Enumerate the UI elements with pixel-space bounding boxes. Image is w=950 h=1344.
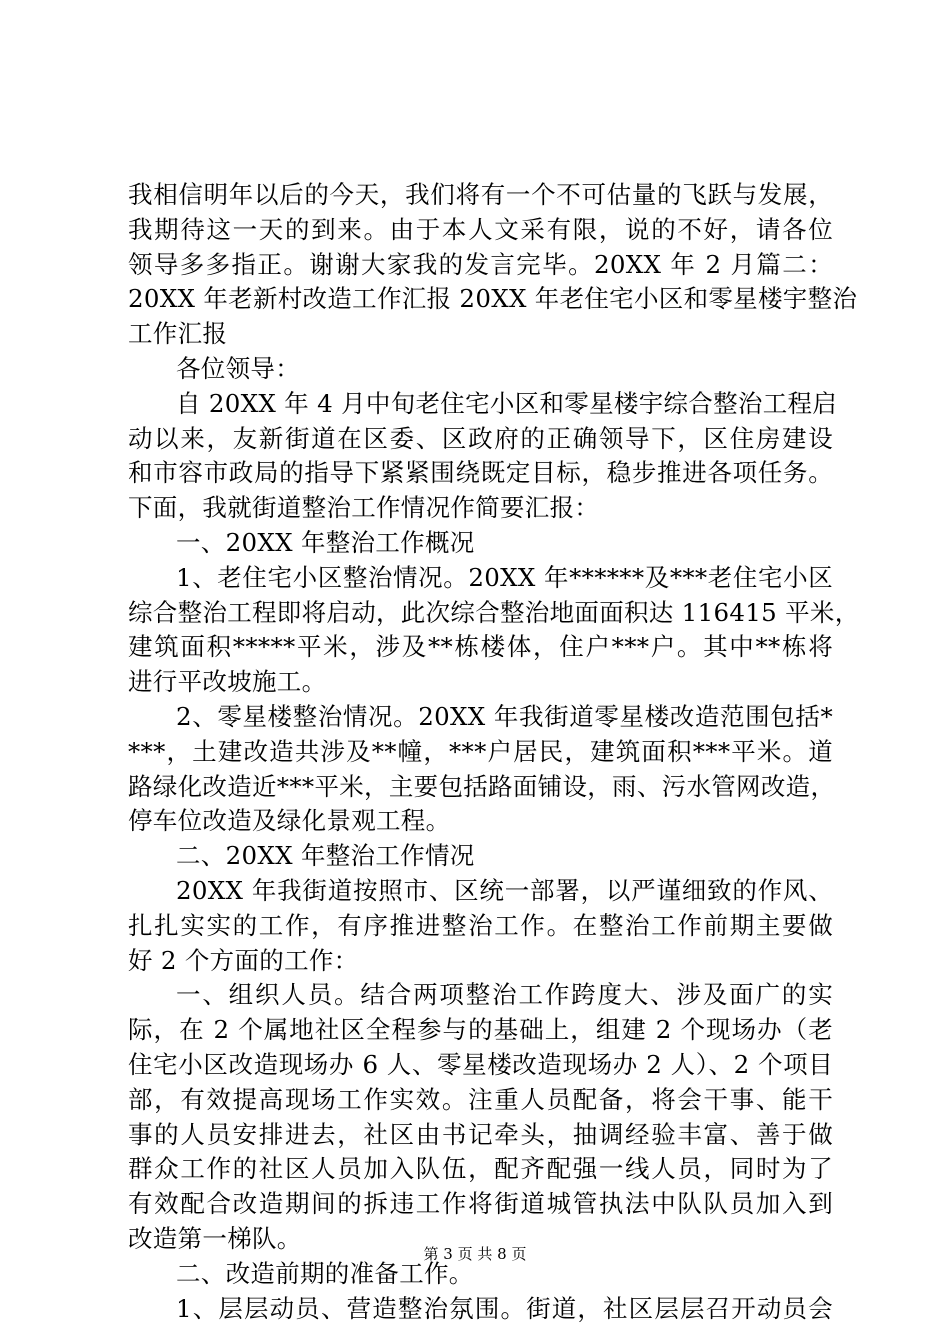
text-line: 领导多多指正。谢谢大家我的发言完毕。20XX 年 2 月篇二：: [128, 249, 833, 279]
text-line: 扎扎实实的工作，有序推进整治工作。在整治工作前期主要做: [128, 910, 833, 940]
salutation: 各位领导：: [176, 353, 300, 383]
text-line: 1、老住宅小区整治情况。20XX 年******及***老住宅小区: [176, 562, 833, 592]
text-line: ***，土建改造共涉及**幢，***户居民，建筑面积***平米。道: [128, 736, 833, 766]
text-line: 2、零星楼整治情况。20XX 年我街道零星楼改造范围包括*: [176, 701, 833, 731]
text-line: 停车位改造及绿化景观工程。: [128, 806, 451, 836]
document-body: [128, 178, 860, 1326]
text-line: 下面，我就街道整治工作情况作简要汇报：: [128, 493, 600, 523]
text-line: 进行平改坡施工。: [128, 667, 327, 697]
text-line: 自 20XX 年 4 月中旬老住宅小区和零星楼宇综合整治工程启: [176, 388, 838, 418]
text-line: 20XX 年我街道按照市、区统一部署，以严谨细致的作风、: [176, 875, 833, 905]
text-line: 我相信明年以后的今天，我们将有一个不可估量的飞跃与发展，: [128, 180, 833, 209]
text-line: 一、组织人员。结合两项整治工作跨度大、涉及面广的实: [176, 980, 833, 1010]
text-line: 部，有效提高现场工作实效。注重人员配备，将会干事、能干: [128, 1084, 833, 1114]
text-line: 20XX 年老新村改造工作汇报 20XX 年老住宅小区和零星楼宇整治: [128, 284, 858, 314]
text-line: 综合整治工程即将启动，此次综合整治地面面积达 116415 平米，: [128, 597, 860, 627]
text-line: 改造第一梯队。: [128, 1223, 302, 1253]
text-line: 际，在 2 个属地社区全程参与的基础上，组建 2 个现场办（老: [128, 1015, 833, 1045]
text-line: 路绿化改造近***平米，主要包括路面铺设，雨、污水管网改造，: [128, 771, 836, 801]
text-line: 建筑面积*****平米，涉及**栋楼体，住户***户。其中**栋将: [128, 632, 833, 662]
text-line: 住宅小区改造现场办 6 人、零星楼改造现场办 2 人）、2 个项目: [128, 1049, 833, 1079]
section-heading: 二、20XX 年整治工作情况: [176, 841, 475, 871]
text-line: 动以来，友新街道在区委、区政府的正确领导下，区住房建设: [128, 423, 833, 453]
page-footer: 第 3 页 共 8 页: [423, 1245, 527, 1263]
text-line: 我期待这一天的到来。由于本人文采有限，说的不好，请各位: [128, 214, 833, 244]
text-line: 工作汇报: [128, 319, 228, 349]
text-line: 事的人员安排进去，社区由书记牵头，抽调经验丰富、善于做: [128, 1119, 833, 1149]
text-line: 和市容市政局的指导下紧紧围绕既定目标，稳步推进各项任务。: [128, 458, 833, 488]
text-line: 有效配合改造期间的拆违工作将街道城管执法中队队员加入到: [128, 1189, 833, 1219]
section-heading: 二、改造前期的准备工作。: [176, 1258, 474, 1288]
section-heading: 一、20XX 年整治工作概况: [176, 527, 475, 557]
text-line: 1、层层动员、营造整治氛围。街道，社区层层召开动员会: [176, 1293, 833, 1323]
text-line: 好 2 个方面的工作：: [128, 945, 359, 975]
text-line: 群众工作的社区人员加入队伍，配齐配强一线人员，同时为了: [128, 1154, 833, 1184]
